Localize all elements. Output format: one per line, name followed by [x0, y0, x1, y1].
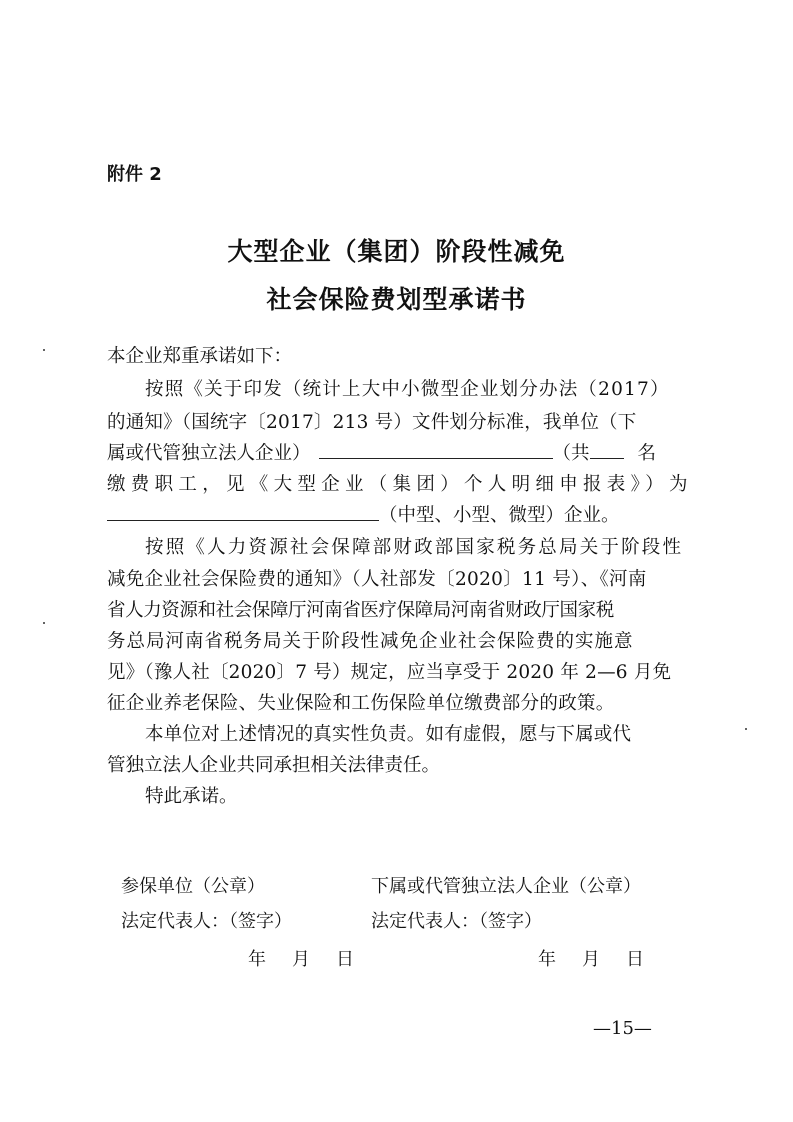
- paragraph-1-line-4: 缴费职工，见《大型企业（集团）个人明细申报表》）为: [107, 474, 693, 495]
- insured-unit-date: 年 月 日: [248, 949, 358, 970]
- scan-speck: [43, 622, 45, 624]
- paragraph-2-line-6: 征企业养老保险、失业保险和工伤保险单位缴费部分的政策。: [107, 693, 615, 714]
- paragraph-3-line-1: 本单位对上述情况的真实性负责。如有虚假，愿与下属或代: [145, 724, 632, 745]
- subsidiary-date: 年 月 日: [538, 949, 648, 970]
- paragraph-1-line-3-text-b: （共: [552, 443, 590, 464]
- paragraph-2-line-1: 按照《人力资源社会保障部财政部国家税务总局关于阶段性: [145, 537, 684, 558]
- paragraph-1-line-3: [107, 438, 656, 465]
- paragraph-1-line-3-text-a: 属或代管独立法人企业）: [107, 443, 311, 464]
- enterprise-type-blank[interactable]: [107, 500, 379, 521]
- paragraph-1-line-1: 按照《关于印发（统计上大中小微型企业划分办法（2017）: [145, 379, 670, 400]
- paragraph-1-line-2: 的通知》（国统字〔2017〕213 号）文件划分标准，我单位（下: [107, 412, 637, 433]
- paragraph-1-line-5-text: （中型、小型、微型）企业。: [379, 505, 620, 526]
- paragraph-3-line-2: 管独立法人企业共同承担相关法律责任。: [107, 755, 441, 776]
- insured-unit-representative-label: 法定代表人：（签字）: [121, 911, 292, 932]
- paragraph-2-line-4: 务总局河南省税务局关于阶段性减免企业社会保险费的实施意: [107, 631, 634, 652]
- document-title-line-2: 社会保险费划型承诺书: [266, 285, 527, 314]
- intro-line: 本企业郑重承诺如下：: [107, 346, 293, 367]
- paragraph-2-line-5: 见》（豫人社〔2020〕7 号）规定，应当享受于 2020 年 2—6 月免: [107, 662, 672, 683]
- subsidiary-representative-label: 法定代表人：（签字）: [371, 911, 542, 932]
- paragraph-2-line-2: 减免企业社会保险费的通知》（人社部发〔2020〕11 号）、《河南: [107, 569, 647, 590]
- scan-speck: [43, 349, 45, 351]
- paragraph-1-line-3-text-c: 名: [637, 443, 657, 464]
- employee-count-blank[interactable]: [590, 438, 624, 459]
- page-number: —15—: [593, 1018, 652, 1039]
- document-title-line-1: 大型企业（集团）阶段性减免: [227, 237, 566, 266]
- paragraph-1-line-5: [107, 500, 620, 527]
- scan-speck: [745, 728, 747, 730]
- paragraph-2-line-3: 省人力资源和社会保障厅河南省医疗保障局河南省财政厅国家税: [107, 600, 614, 621]
- subsidiary-seal-label: 下属或代管独立法人企业（公章）: [371, 876, 641, 897]
- attachment-label: 附件 2: [107, 164, 162, 185]
- insured-unit-seal-label: 参保单位（公章）: [121, 876, 265, 897]
- subsidiary-name-blank[interactable]: [319, 438, 553, 459]
- closing-statement: 特此承诺。: [145, 786, 238, 807]
